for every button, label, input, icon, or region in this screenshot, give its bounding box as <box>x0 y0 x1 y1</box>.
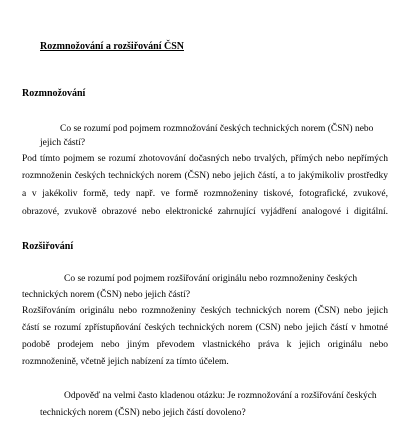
section1-answer-line-3: a v jakékoliv formě, tedy např. ve formě rozmnoženiny tiskové, fotografické, zvukové, <box>22 189 388 199</box>
section-heading-rozsirovani: Rozšiřování <box>22 241 74 252</box>
closing-question-line-1: Odpověď na velmi často kladenou otázku: Je rozmnožování a rozšiřování českých <box>64 391 377 401</box>
section2-answer-line-2: částí se rozumí zpřístupňování českých technických norem (CSN) nebo jejich částí v hmotné <box>22 323 388 333</box>
section2-answer-line-4: rozmnoženině, včetně jejich nabízení za tímto účelem. <box>22 357 229 367</box>
section1-answer-line-2: rozmnoženin českých technických norem (ČSN) nebo jejich částí, a to jakýmikoliv prostředky <box>22 171 388 181</box>
section1-answer-line-4: obrazové, zvukově obrazové nebo elektronické zahrnující vyjádření analogové i digitální. <box>22 207 388 217</box>
section2-question-line-1: Co se rozumí pod pojmem rozšiřování originálu nebo rozmnoženiny českých <box>64 274 358 284</box>
section1-question-line-2: jejich částí? <box>40 138 86 148</box>
section-heading-rozmnozovani: Rozmnožování <box>22 88 86 99</box>
section2-answer-line-3: podobě prodejem nebo jiným převodem vlastnického práva k jejich originálu nebo <box>22 340 388 350</box>
section1-question-line-1: Co se rozumí pod pojmem rozmnožování českých technických norem (ČSN) nebo <box>60 124 374 134</box>
section2-question-line-2: technických norem (ČSN) nebo jejich částí? <box>22 290 191 300</box>
document-title: Rozmnožování a rozšiřování ČSN <box>40 41 184 52</box>
section2-answer-line-1: Rozšiřováním originálu nebo rozmnoženiny českých technických norem (ČSN) nebo jejich <box>22 306 388 316</box>
section1-answer-line-1: Pod tímto pojmem se rozumí zhotovování dočasných nebo trvalých, přímých nebo nepřímých <box>22 154 388 164</box>
closing-question-line-2: technických norem (ČSN) nebo jejich částí dovoleno? <box>40 408 246 418</box>
